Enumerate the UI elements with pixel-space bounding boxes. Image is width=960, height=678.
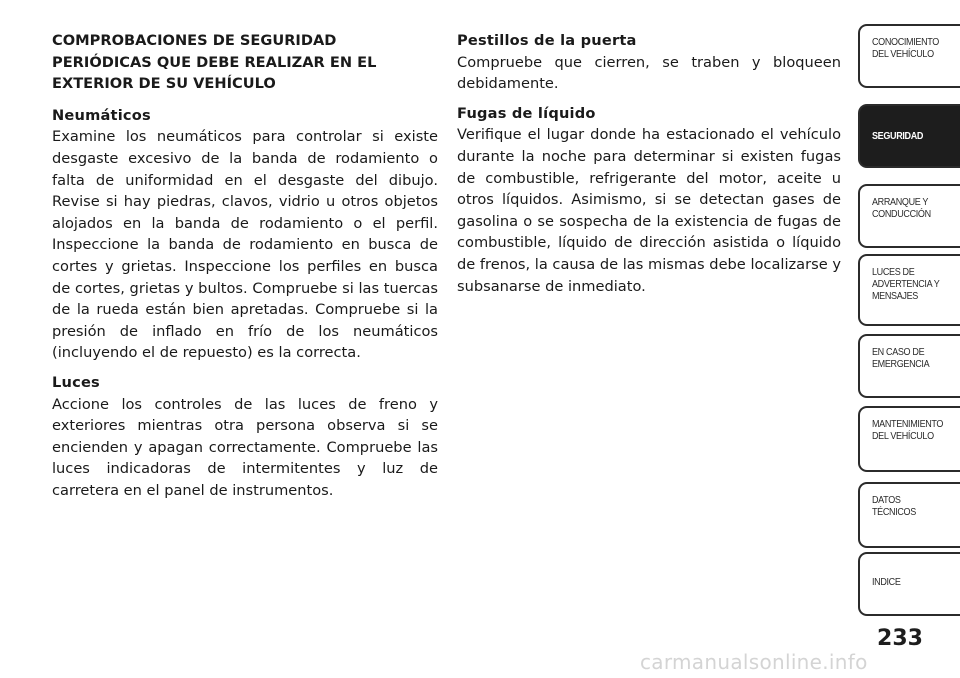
tab-label: MANTENIMIENTO DEL VEHÍCULO [872, 418, 944, 442]
tab-indice[interactable] [858, 552, 960, 616]
tab-seguridad[interactable] [858, 104, 960, 168]
tab-label: INDICE [872, 576, 901, 588]
tab-conocimiento-vehiculo[interactable] [858, 24, 960, 88]
section-pestillos [457, 30, 841, 95]
tab-label: ARRANQUE Y CONDUCCIÓN [872, 196, 931, 220]
tab-luces-advertencia[interactable] [858, 254, 960, 326]
tab-mantenimiento[interactable] [858, 406, 960, 472]
section-body: Accione los controles de las luces de freno y exteriores mientras otra persona observa si se encienden y apagan correctamente. Compruebe las luces indicadoras de intermitentes y luz de carretera en el panel de instrumentos. [52, 395, 438, 499]
section-fugas [457, 103, 841, 297]
section-body: Compruebe que cierren, se traben y bloqueen debidamente. [457, 53, 841, 93]
section-heading: Luces [52, 373, 100, 391]
section-neumaticos [52, 105, 438, 364]
section-heading: Pestillos de la puerta [457, 32, 637, 49]
tab-label: DATOS TÉCNICOS [872, 494, 916, 518]
tab-label: SEGURIDAD [872, 130, 924, 142]
tab-label: CONOCIMIENTO DEL VEHÍCULO [872, 36, 939, 60]
tab-arranque-conduccion[interactable] [858, 184, 960, 248]
right-column [457, 30, 841, 305]
page-title: COMPROBACIONES DE SEGURIDAD PERIÓDICAS QUE DEBE REALIZAR EN EL EXTERIOR DE SU VEHÍCULO [52, 32, 377, 93]
tab-label: EN CASO DE EMERGENCIA [872, 346, 930, 370]
section-heading: Neumáticos [52, 106, 151, 124]
section-body: Verifique el lugar donde ha estacionado el vehículo durante la noche para determinar si existen fugas de combustible, refrigerante del motor, aceite u otros líquidos. Asimismo, si se detectan gases de gasolina o se sospecha de la existencia de fugas de combustible, líquido de dirección asistida o líquido de frenos, la causa de las mismas debe localizarse y subsanarse de inmediato. [457, 126, 841, 295]
tab-label: LUCES DE ADVERTENCIA Y MENSAJES [872, 266, 940, 302]
section-body: Examine los neumáticos para controlar si existe desgaste excesivo de la banda de rodamiento o falta de uniformidad en el desgaste del dibujo. Revise si hay piedras, clavos, vidrio u otros objetos alojados en la banda de rodamiento o el perfil. Inspeccione la banda de rodamiento en busca de cortes y grietas. Inspeccione los perfiles en busca de cortes, grietas y bultos. Compruebe si las tuercas de la rueda están bien apretadas. Compruebe si la presión de inflado en frío de los neumáticos (incluyendo el de repuesto) es la correcta. [52, 128, 438, 362]
tab-datos-tecnicos[interactable] [858, 482, 960, 548]
page-number: 233 [877, 626, 923, 651]
tab-emergencia[interactable] [858, 334, 960, 398]
watermark: carmanualsonline.info [640, 650, 868, 674]
left-column [52, 30, 438, 509]
section-heading: Fugas de líquido [457, 104, 596, 122]
section-luces [52, 372, 438, 502]
